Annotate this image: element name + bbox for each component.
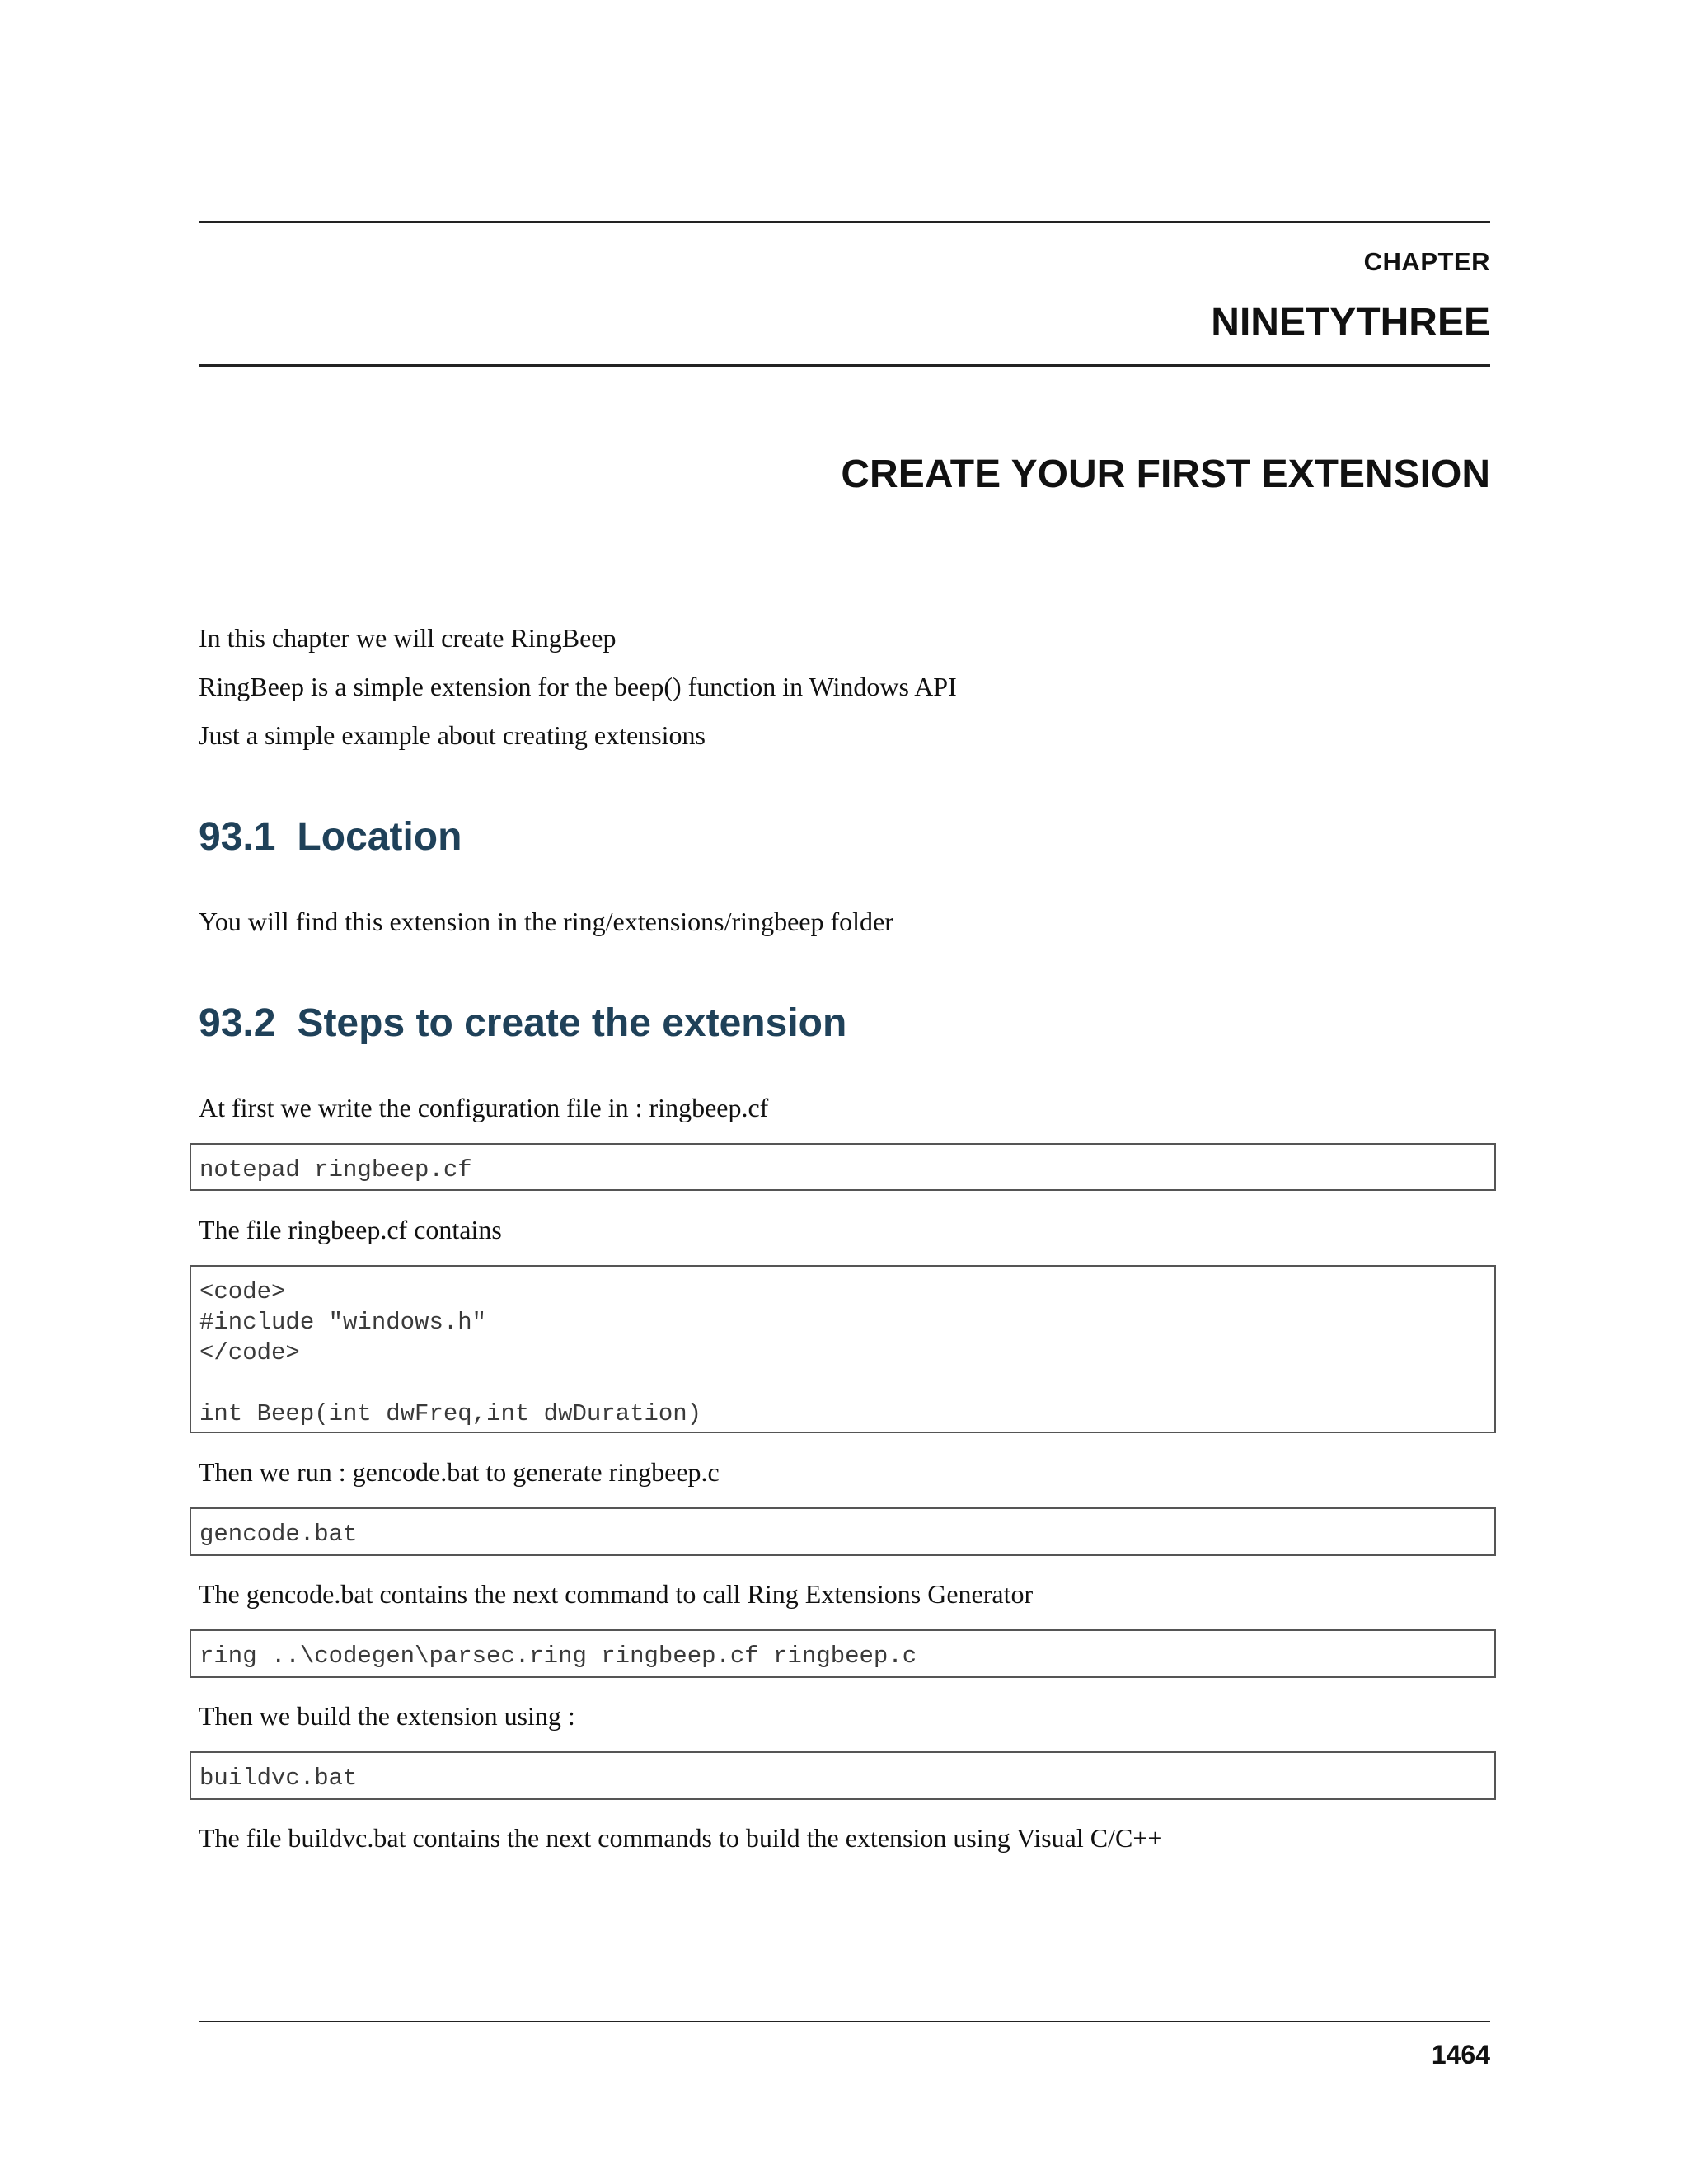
- code-block-3: [190, 1507, 1496, 1556]
- section-heading-steps: [199, 1001, 846, 1046]
- code-block-5: [190, 1751, 1496, 1800]
- steps-paragraph-5: Then we build the extension using :: [199, 1701, 575, 1731]
- code-block-2: [190, 1265, 1496, 1433]
- section-number: 93.2: [199, 1001, 276, 1045]
- code-block-text: buildvc.bat: [199, 1765, 358, 1792]
- section-title: Steps to create the extension: [297, 1001, 847, 1045]
- section-number: 93.1: [199, 815, 276, 859]
- chapter-number: NINETYTHREE: [1211, 301, 1490, 344]
- intro-paragraph-2: RingBeep is a simple extension for the beep() function in Windows API: [199, 672, 957, 701]
- header-top-rule: [199, 221, 1490, 223]
- chapter-label: CHAPTER: [1363, 247, 1490, 276]
- steps-paragraph-1: At first we write the configuration file in : ringbeep.cf: [199, 1093, 769, 1122]
- chapter-title: CREATE YOUR FIRST EXTENSION: [841, 452, 1490, 496]
- footer-rule: [199, 2021, 1490, 2022]
- code-block-4: [190, 1629, 1496, 1678]
- intro-paragraph-3: Just a simple example about creating extensions: [199, 720, 706, 750]
- section-heading-location: [199, 814, 462, 860]
- steps-paragraph-4: The gencode.bat contains the next command to call Ring Extensions Generator: [199, 1579, 1034, 1609]
- location-paragraph: You will find this extension in the ring/extensions/ringbeep folder: [199, 907, 893, 936]
- header-bottom-rule: [199, 364, 1490, 367]
- code-block-text: <code> #include "windows.h" </code> int Beep(int dwFreq,int dwDuration): [199, 1278, 702, 1427]
- steps-paragraph-2: The file ringbeep.cf contains: [199, 1215, 502, 1244]
- section-title: Location: [297, 815, 462, 859]
- steps-paragraph-3: Then we run : gencode.bat to generate ringbeep.c: [199, 1457, 720, 1487]
- code-block-1: [190, 1143, 1496, 1191]
- code-block-text: ring ..\codegen\parsec.ring ringbeep.cf ringbeep.c: [199, 1643, 917, 1670]
- steps-paragraph-6: The file buildvc.bat contains the next commands to build the extension using Visual C/C++: [199, 1823, 1163, 1853]
- code-block-text: gencode.bat: [199, 1521, 358, 1548]
- page-number: 1464: [1431, 2040, 1490, 2069]
- code-block-text: notepad ringbeep.cf: [199, 1156, 472, 1183]
- intro-paragraph-1: In this chapter we will create RingBeep: [199, 623, 617, 653]
